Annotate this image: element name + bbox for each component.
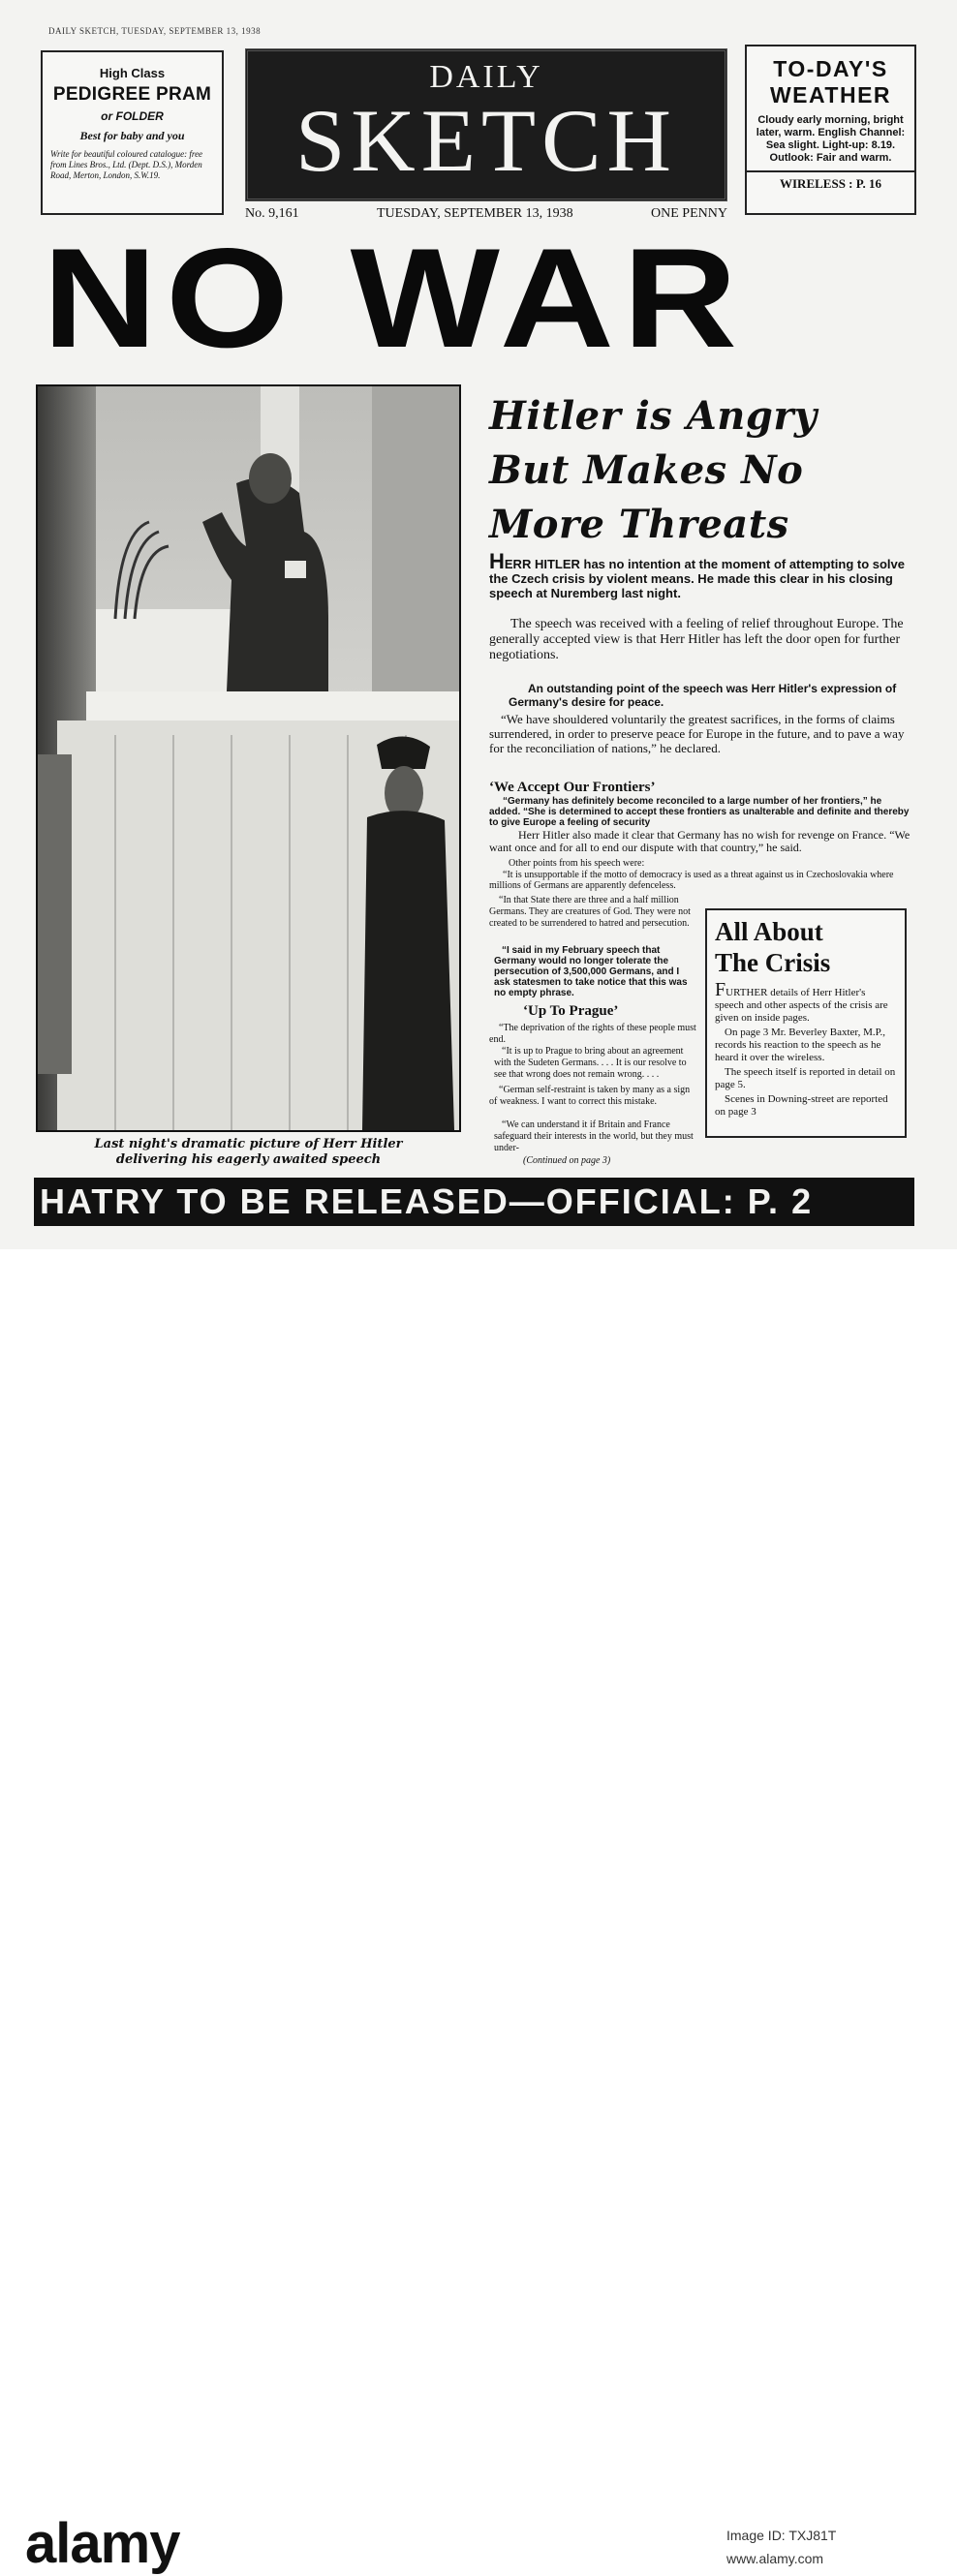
newspaper-page xyxy=(0,0,957,1249)
crisis-heading-2: The Crisis xyxy=(715,948,831,977)
weather-heading-1: TO-DAY'S xyxy=(773,56,888,81)
image-id: Image ID: TXJ81T xyxy=(726,2528,837,2543)
weather-wireless: WIRELESS : P. 16 xyxy=(747,170,914,192)
ad-line-4: Best for baby and you xyxy=(79,129,185,142)
photo-caption-line-2: delivering his eagerly awaited speech xyxy=(115,1152,382,1167)
title-sketch: SKETCH xyxy=(295,91,677,190)
column-britain-france: “We can understand it if Britain and France safeguard their interests in the world, but they must under- xyxy=(494,1119,694,1153)
column-self-restraint: “German self-restraint is taken by many as a sign of weakness. I want to correct this mistake. xyxy=(489,1085,691,1107)
newspaper-title xyxy=(245,48,727,201)
sub-headline xyxy=(489,389,915,552)
ad-line-3: or FOLDER xyxy=(101,109,164,123)
alamy-website: www.alamy.com xyxy=(726,2551,824,2566)
crisis-text-1: URTHER details of Herr Hitler's speech and other aspects of the crisis are given on inside pages. xyxy=(715,987,888,1024)
column-germans: “In that State there are three and a half million Germans. They are creatures of God. They were not created to be surrendered to hatred and persecution. xyxy=(489,895,691,929)
issue-number: No. 9,161 xyxy=(245,206,299,221)
issue-date: TUESDAY, SEPTEMBER 13, 1938 xyxy=(377,206,573,221)
crisis-paragraph-1 xyxy=(715,979,897,1025)
crisis-box xyxy=(705,908,907,1138)
main-headline: NO WAR xyxy=(43,219,746,377)
lead-text: ERR HITLER has no intention at the moment of attempting to solve the Czech crisis by violent means. He made this clear in his closing speech at Nuremberg last night. xyxy=(489,557,906,600)
frontiers-paragraph: Herr Hitler also made it clear that Germany has no wish for revenge on France. “We want once and for all to end our dispute with that country,” he said. xyxy=(489,828,911,854)
column-prague: “It is up to Prague to bring about an agreement with the Sudeten Germans. . . . It is our resolve to see that wrong does not remain wrong. . . . xyxy=(494,1046,687,1080)
ad-line-1: High Class xyxy=(99,66,166,80)
masthead-line: DAILY SKETCH, TUESDAY, SEPTEMBER 13, 1938 xyxy=(48,26,262,36)
column-february-speech: “I said in my February speech that Germany would no longer tolerate the persecution of 3,500,000 Germans, and I ask statesmen to take notice that this was no empty phrase. xyxy=(494,945,688,998)
photo-illustration xyxy=(38,386,459,1130)
alamy-logo: alamy xyxy=(25,2512,180,2575)
section-heading-prague: ‘Up To Prague’ xyxy=(523,1003,619,1019)
column-deprivation: “The deprivation of the rights of these people must end. xyxy=(489,1023,696,1045)
continued-note: (Continued on page 3) xyxy=(523,1155,611,1166)
bottom-banner: HATRY TO BE RELEASED—OFFICIAL: P. 2 xyxy=(34,1178,914,1226)
title-daily: DAILY xyxy=(429,59,543,95)
sub-headline-line-2: But Makes No xyxy=(489,447,804,493)
ad-small-print: Write for beautiful coloured catalogue: free from Lines Bros., Ltd. (Dept. D.S.), Morden Road, Merton, London, S.W.19. xyxy=(50,149,203,180)
weather-heading-2: WEATHER xyxy=(769,82,892,107)
crisis-paragraph-3: The speech itself is reported in detail on page 5. xyxy=(715,1066,896,1090)
paragraph-quote: “We have shouldered voluntarily the greatest sacrifices, in the forms of claims surrendered, in order to preserve peace for Europe in the future, and to pave a way for the reconciliation of nations,” he declared. xyxy=(489,712,905,755)
crisis-paragraph-4: Scenes in Downing-street are reported on page 3 xyxy=(715,1093,888,1118)
photo-caption-line-1: Last night's dramatic picture of Herr Hitler xyxy=(94,1137,403,1151)
crisis-drop-cap: F xyxy=(715,979,726,1000)
section-heading-frontiers: ‘We Accept Our Frontiers’ xyxy=(489,780,656,795)
crisis-heading-1: All About xyxy=(715,917,823,946)
frontiers-quote: “Germany has definitely become reconciled to a large number of her frontiers,” he added. “She is determined to accept these frontiers as unalterable and definite and thereby to give Europe a feeling of security xyxy=(489,796,910,828)
weather-forecast: Cloudy early morning, bright later, warm. English Channel: Sea slight. Light-up: 8.19. Outlook: Fair and warm. xyxy=(756,114,906,164)
pram-advert xyxy=(41,50,224,215)
stock-footer xyxy=(0,1249,957,2575)
sub-headline-line-1: Hitler is Angry xyxy=(489,393,818,439)
crisis-paragraph-2: On page 3 Mr. Beverley Baxter, M.P., records his reaction to the speech as he heard it over the wireless. xyxy=(715,1027,886,1063)
lead-paragraph xyxy=(489,549,915,600)
lead-drop-cap: H xyxy=(489,549,505,573)
ad-line-2: PEDIGREE PRAM xyxy=(52,84,212,105)
sub-headline-line-3: More Threats xyxy=(489,502,789,547)
democracy-quote: “It is unsupportable if the motto of democracy is used as a threat against us in Czechoslovakia where millions of Germans are apparently defenceless. xyxy=(489,870,894,891)
photo-caption xyxy=(36,1137,461,1168)
weather-box xyxy=(745,45,916,215)
issue-price: ONE PENNY xyxy=(651,206,727,221)
paragraph-relief: The speech was received with a feeling of relief throughout Europe. The generally accepted view is that Herr Hitler has left the door open for further negotiations. xyxy=(489,617,904,662)
paragraph-peace: An outstanding point of the speech was Herr Hitler's expression of Germany's desire for peace. xyxy=(509,682,897,709)
other-points: Other points from his speech were: xyxy=(509,858,645,869)
hitler-photo xyxy=(36,384,461,1132)
